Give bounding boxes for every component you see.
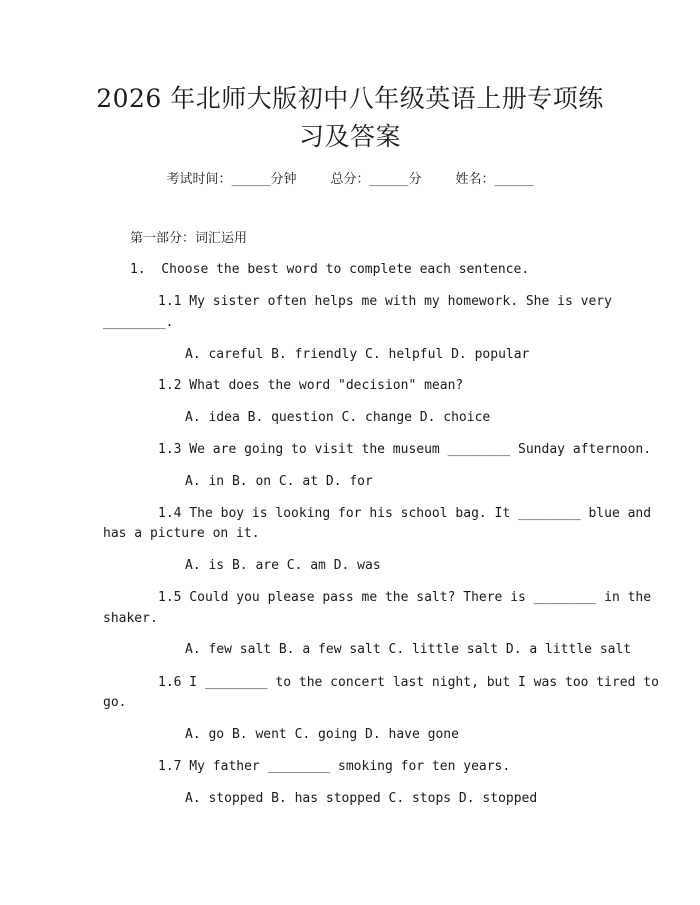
exam-time: 考试时间：______分钟 bbox=[166, 172, 297, 187]
question-stem-continued: go. bbox=[103, 695, 127, 710]
question-stem: 1.2 What does the word "decision" mean? bbox=[158, 378, 464, 393]
title-line-2: 习及答案 bbox=[298, 122, 401, 151]
question-options: A. in B. on C. at D. for bbox=[185, 474, 373, 489]
exam-name: 姓名：______ bbox=[455, 172, 534, 187]
question-stem: 1.3 We are going to visit the museum ________ Sunday afternoon. bbox=[158, 442, 652, 457]
question-options: A. is B. are C. am D. was bbox=[185, 558, 381, 573]
question-stem: 1.5 Could you please pass me the salt? There is ________ in the bbox=[158, 590, 652, 605]
question-options: A. careful B. friendly C. helpful D. popular bbox=[185, 347, 530, 362]
question-options: A. few salt B. a few salt C. little salt D. a little salt bbox=[185, 642, 632, 657]
question-options: A. idea B. question C. change D. choice bbox=[185, 410, 491, 425]
exam-score: 总分：______分 bbox=[330, 172, 422, 187]
question-stem-continued: has a picture on it. bbox=[103, 526, 260, 541]
question-stem: 1.4 The boy is looking for his school bag. It ________ blue and bbox=[158, 506, 652, 521]
question-1-title: 1. Choose the best word to complete each sentence. bbox=[130, 262, 530, 277]
question-stem: 1.7 My father ________ smoking for ten years. bbox=[158, 759, 511, 774]
question-stem: 1.1 My sister often helps me with my homework. She is very bbox=[158, 294, 612, 309]
exam-meta bbox=[0, 168, 700, 187]
question-stem: 1.6 I ________ to the concert last night, but I was too tired to bbox=[158, 675, 659, 690]
question-stem-continued: shaker. bbox=[103, 611, 158, 626]
title-line-1: 2026 年北师大版初中八年级英语上册专项练 bbox=[96, 84, 604, 113]
question-stem-continued: ________. bbox=[103, 315, 174, 330]
question-options: A. go B. went C. going D. have gone bbox=[185, 727, 459, 742]
section-heading: 第一部分：词汇运用 bbox=[130, 231, 248, 246]
question-options: A. stopped B. has stopped C. stops D. stopped bbox=[185, 791, 538, 806]
document-title bbox=[90, 80, 610, 156]
